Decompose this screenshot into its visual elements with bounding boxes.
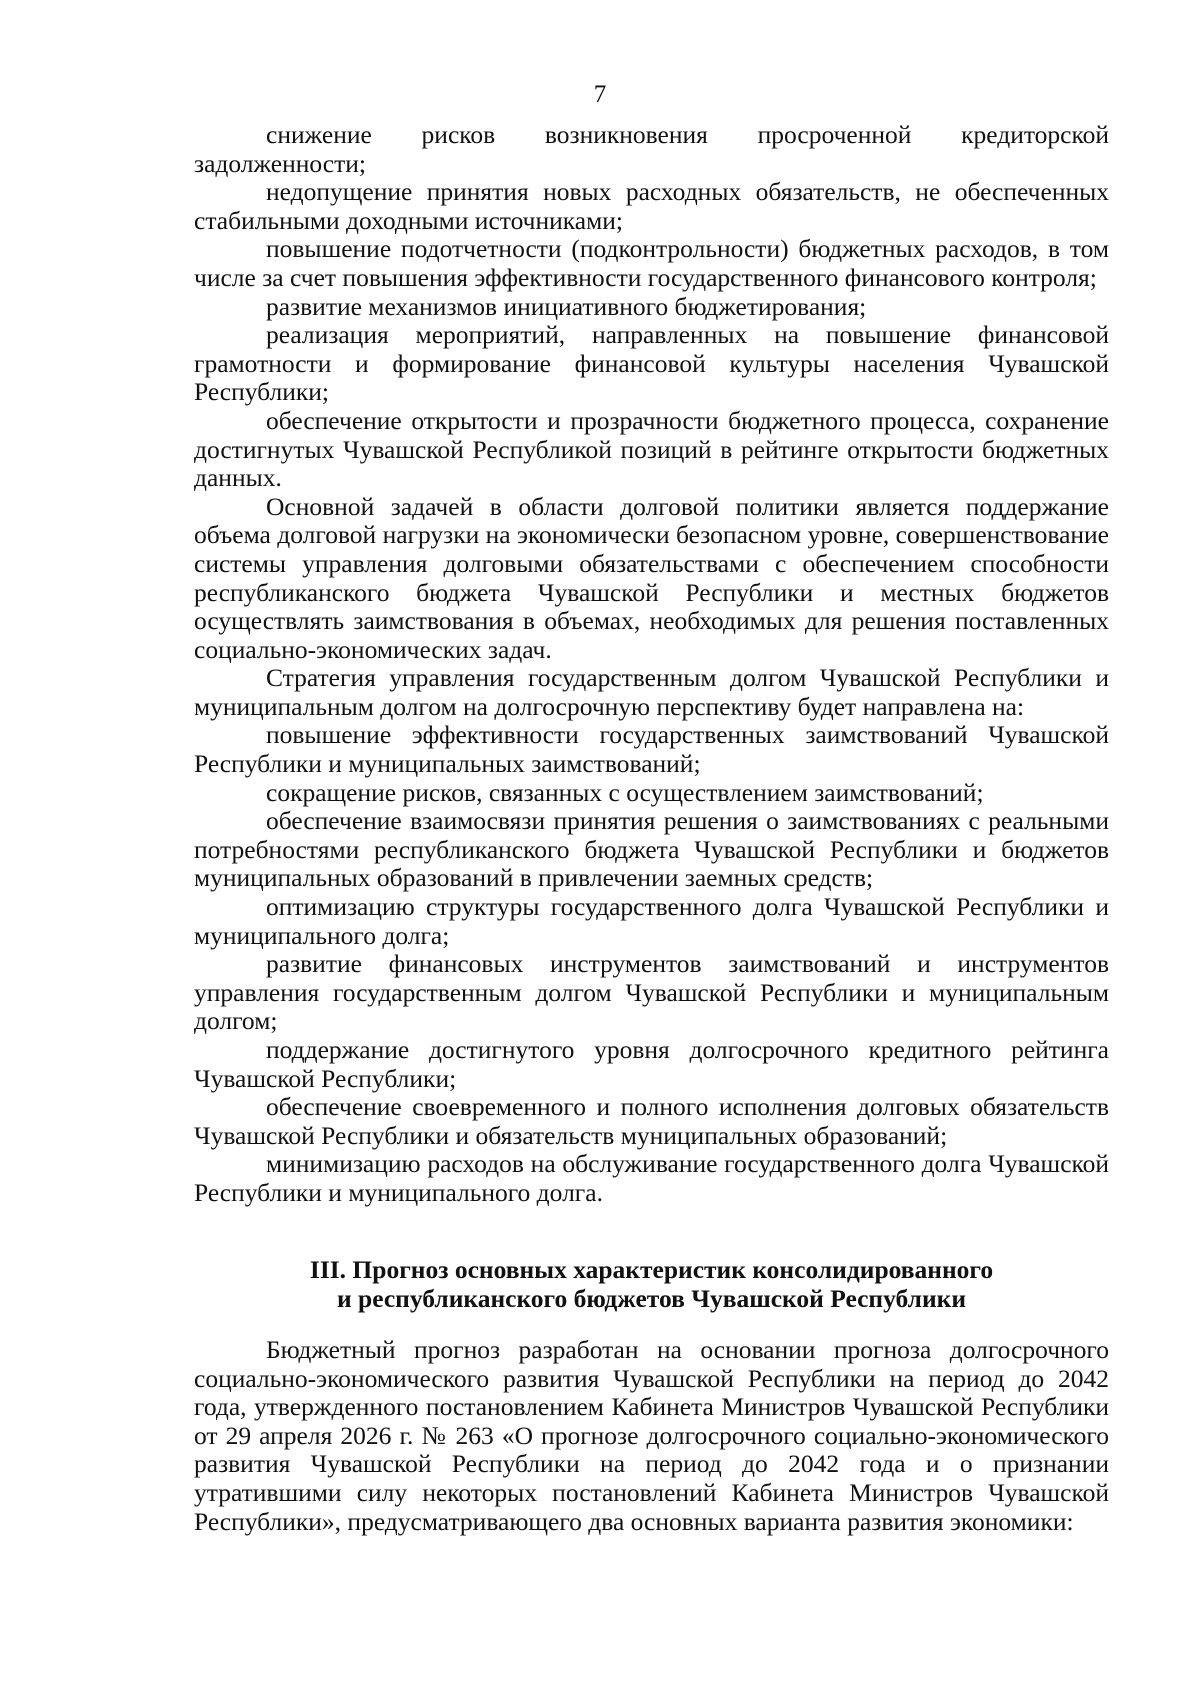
section-heading — [194, 1255, 1109, 1313]
paragraph-debt-policy-task: Основной задачей в области долговой политики является поддержание объема долговой нагрузки на экономически безопасном уровне, совершенствование системы управления долговыми обязательствами с обеспечением способности республиканского бюджета Чувашской Республики и местных бюджетов осуществлять заимствования в объемах, необходимых для решения поставленных социально-экономических задач. — [194, 491, 1109, 664]
paragraph-borrowing-risks: сокращение рисков, связанных с осуществлением заимствований; — [266, 777, 984, 807]
page-number: 7 — [593, 81, 607, 108]
paragraph-credit-rating: поддержание достигнутого уровня долгосрочного кредитного рейтинга Чувашской Республики; — [194, 1035, 1109, 1093]
paragraph-debt-instruments: развитие финансовых инструментов заимствований и инструментов управления государственным долгом Чувашской Республики и муниципальным долгом; — [194, 949, 1109, 1036]
section-heading-line-2: и республиканского бюджетов Чувашской Республики — [336, 1284, 967, 1313]
paragraph-reduce-arrears-risk: снижение рисков возникновения просроченной кредиторской задолженности; — [194, 120, 1109, 178]
body-text-upper — [194, 121, 1109, 1208]
paragraph-debt-strategy-intro: Стратегия управления государственным долгом Чувашской Республики и муниципальным долгом на долгосрочную перспективу будет направлена на: — [194, 663, 1109, 721]
paragraph-budget-forecast-basis: Бюджетный прогноз разработан на основании прогноза долгосрочного социально-экономического развития Чувашской Республики на период до 2042 года, утвержденного постановлением Кабинета Министров Чувашской Республики от 29 апреля 2026 г. № 263 «О прогнозе долгосрочного социально-экономического развития Чувашской Республики на период до 2042 года и о признании утратившими силу некоторых постановлений Кабинета Министров Чувашской Республики», предусматривающего два основных варианта развития экономики: — [194, 1335, 1109, 1536]
paragraph-no-unfunded-obligations: недопущение принятия новых расходных обязательств, не обеспеченных стабильными доходными источниками; — [194, 177, 1109, 235]
paragraph-accountability: повышение подотчетности (подконтрольности) бюджетных расходов, в том числе за счет повышения эффективности государственного финансового контроля; — [194, 234, 1109, 292]
paragraph-debt-structure: оптимизацию структуры государственного долга Чувашской Республики и муниципального долга; — [194, 892, 1109, 950]
paragraph-borrowing-needs-link: обеспечение взаимосвязи принятия решения о заимствованиях с реальными потребностями республиканского бюджета Чувашской Республики и бюджетов муниципальных образований в привлечении заемных средств; — [194, 806, 1109, 893]
section-heading-line-1: III. Прогноз основных характеристик консолидированного — [309, 1255, 994, 1284]
body-text-lower — [194, 1336, 1109, 1536]
paragraph-timely-repayment: обеспечение своевременного и полного исполнения долговых обязательств Чувашской Республики и обязательств муниципальных образований; — [194, 1092, 1109, 1150]
paragraph-borrowing-efficiency: повышение эффективности государственных заимствований Чувашской Республики и муниципальных заимствований; — [194, 720, 1109, 779]
paragraph-financial-literacy: реализация мероприятий, направленных на повышение финансовой грамотности и формирование финансовой культуры населения Чувашской Республики; — [194, 320, 1109, 407]
paragraph-initiative-budgeting: развитие механизмов инициативного бюджетирования; — [266, 291, 867, 321]
paragraph-budget-transparency: обеспечение открытости и прозрачности бюджетного процесса, сохранение достигнутых Чувашской Республикой позиций в рейтинге открытости бюджетных данных. — [194, 405, 1109, 493]
paragraph-debt-service-costs: минимизацию расходов на обслуживание государственного долга Чувашской Республики и муниципального долга. — [194, 1149, 1109, 1207]
